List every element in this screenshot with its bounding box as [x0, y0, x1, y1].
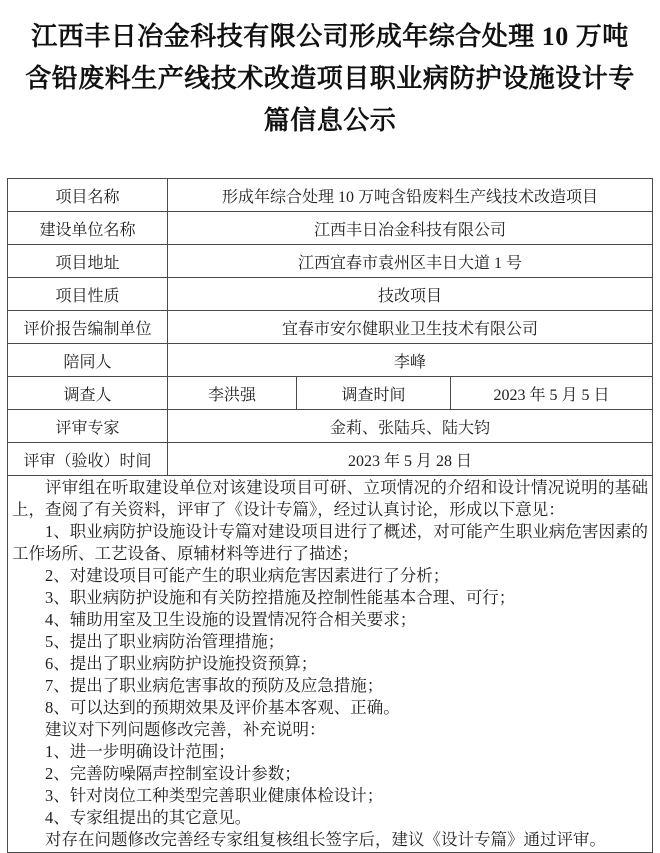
opinion-paragraph: 3、职业病防护设施和有关防控措施及控制性能基本合理、可行； — [44, 588, 516, 607]
table-row-investigator — [7, 377, 652, 410]
row-value-project-address: 江西宜春市袁州区丰日大道 1 号 — [167, 245, 652, 278]
opinion-paragraph: 5、提出了职业病防治管理措施； — [44, 632, 285, 651]
row-value-investigation-time: 2023 年 5 月 5 日 — [450, 377, 652, 410]
table-row — [7, 410, 652, 443]
opinion-paragraph: 7、提出了职业病危害事故的预防及应急措施； — [44, 676, 384, 695]
opinion-paragraph: 4、专家组提出的其它意见。 — [44, 808, 252, 827]
row-label-review-time: 评审（验收）时间 — [7, 443, 167, 476]
opinion-paragraph: 1、职业病防护设施设计专篇对建设项目进行了概述，对可能产生职业病危害因素的工作场所、工艺设备、原辅材料等进行了描述； — [11, 522, 649, 563]
opinion-paragraph: 评审组在听取建设单位对该建设项目可研、立项情况的介绍和设计情况说明的基础上，查阅了有关资料，评审了《设计专篇》，经过认真讨论，形成以下意见： — [11, 478, 649, 519]
table-row — [7, 245, 652, 278]
row-label-investigation-time: 调查时间 — [296, 377, 450, 410]
row-label-construction-unit: 建设单位名称 — [7, 212, 167, 245]
opinion-paragraph: 3、针对岗位工种类型完善职业健康体检设计； — [44, 786, 384, 805]
table-row — [7, 212, 652, 245]
opinion-paragraph: 2、完善防噪隔声控制室设计参数； — [44, 764, 301, 783]
opinion-paragraph: 1、进一步明确设计范围； — [44, 742, 235, 761]
row-value-investigator-name: 李洪强 — [167, 377, 296, 410]
table-row — [7, 311, 652, 344]
row-label-investigator: 调查人 — [7, 377, 167, 410]
row-label-report-compiler: 评价报告编制单位 — [7, 311, 167, 344]
page-title: 江西丰日冶金科技有限公司形成年综合处理 10 万吨含铅废料生产线技术改造项目职业病防护设施设计专篇信息公示 — [25, 22, 635, 135]
row-value-review-experts: 金莉、张陆兵、陆大钧 — [167, 410, 652, 443]
opinion-paragraph: 对存在问题修改完善经专家组复核组长签字后，建议《设计专篇》通过评审。 — [44, 830, 606, 849]
project-info-table — [7, 178, 653, 853]
row-label-project-address: 项目地址 — [7, 245, 167, 278]
opinion-paragraph: 8、可以达到的预期效果及评价基本客观、正确。 — [44, 698, 400, 717]
review-opinion-cell — [7, 476, 652, 853]
opinion-paragraph: 6、提出了职业病防护设施投资预算； — [44, 654, 318, 673]
table-row-opinion — [7, 476, 652, 853]
row-label-project-nature: 项目性质 — [7, 278, 167, 311]
table-row — [7, 344, 652, 377]
opinion-paragraph: 建议对下列问题修改完善，补充说明： — [44, 720, 326, 739]
row-label-project-name: 项目名称 — [7, 179, 167, 212]
row-value-review-time: 2023 年 5 月 28 日 — [167, 443, 652, 476]
row-value-project-name: 形成年综合处理 10 万吨含铅废料生产线技术改造项目 — [167, 179, 652, 212]
row-value-accompanying-person: 李峰 — [167, 344, 652, 377]
row-value-construction-unit: 江西丰日冶金科技有限公司 — [167, 212, 652, 245]
row-label-review-experts: 评审专家 — [7, 410, 167, 443]
row-value-project-nature: 技改项目 — [167, 278, 652, 311]
table-row — [7, 443, 652, 476]
row-value-report-compiler: 宜春市安尔健职业卫生技术有限公司 — [167, 311, 652, 344]
table-row — [7, 278, 652, 311]
opinion-paragraph: 2、对建设项目可能产生的职业病危害因素进行了分析； — [44, 566, 450, 585]
row-label-accompanying-person: 陪同人 — [7, 344, 167, 377]
opinion-paragraph: 4、辅助用室及卫生设施的设置情况符合相关要求； — [44, 610, 417, 629]
table-row — [7, 179, 652, 212]
